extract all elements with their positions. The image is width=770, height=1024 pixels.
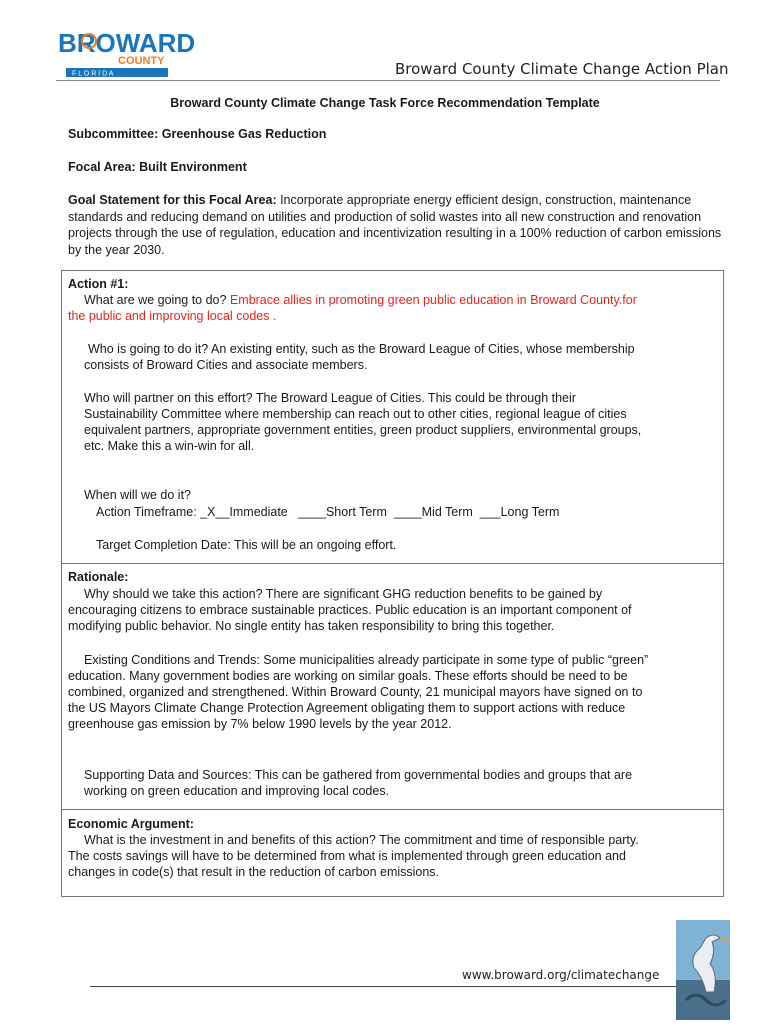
focal-area: Focal Area: Built Environment bbox=[68, 160, 247, 174]
action-who-2: consists of Broward Cities and associate members. bbox=[84, 358, 368, 372]
rationale-existing-5: greenhouse gas emission by 7% below 1990 levels by the year 2012. bbox=[68, 717, 452, 731]
subcommittee: Subcommittee: Greenhouse Gas Reduction bbox=[68, 127, 327, 141]
logo-wordmark: BROWARD bbox=[58, 28, 196, 58]
header-title: Broward County Climate Change Action Plan bbox=[395, 60, 729, 78]
row-divider-2 bbox=[62, 809, 723, 810]
rationale-supporting-1: Supporting Data and Sources: This can be gathered from governmental bodies and groups that are bbox=[84, 768, 633, 782]
rationale-supporting-2: working on green education and improving local codes. bbox=[84, 784, 390, 798]
action-target-date: Target Completion Date: This will be an ongoing effort. bbox=[96, 538, 397, 552]
row-divider-1 bbox=[62, 563, 723, 564]
economic-heading: Economic Argument: bbox=[68, 817, 194, 831]
action-partner-3: equivalent partners, appropriate government entities, green product suppliers, environmental groups, bbox=[84, 423, 642, 437]
goal-text: Incorporate appropriate energy efficient design, construction, maintenance standards and reducing demand on utilities and production of solid wastes into all new construction and renovation projects through the use of regulation, education and incentivization resulting in a 100% reduction of carbon emissions by the year 2030. bbox=[68, 193, 722, 257]
action-what-answer-2: the public and improving local codes . bbox=[68, 309, 277, 323]
document-title: Broward County Climate Change Task Force Recommendation Template bbox=[170, 96, 600, 110]
economic-line-2: The costs savings will have to be determined from what is implemented through green education and bbox=[68, 849, 626, 863]
logo-florida: F L O R I D A bbox=[72, 70, 114, 78]
recommendation-table bbox=[61, 270, 724, 897]
logo-county: COUNTY bbox=[118, 55, 165, 67]
rationale-existing-4: the US Mayors Climate Change Protection Agreement obligating them to support actions with reduce bbox=[68, 701, 626, 715]
rationale-why-2: encouraging citizens to embrace sustainable practices. Public education is an important component of bbox=[68, 603, 632, 617]
action-who-1: Who is going to do it? An existing entity, such as the Broward League of Cities, whose membership bbox=[88, 342, 635, 356]
rationale-why-3: modifying public behavior. No single entity has taken responsibility to bring this together. bbox=[68, 619, 555, 633]
rationale-existing-2: education. Many government bodies are working on similar goals. These efforts should be need to be bbox=[68, 669, 628, 683]
economic-line-1: What is the investment in and benefits of this action? The commitment and time of responsible party. bbox=[84, 833, 639, 847]
goal-statement bbox=[68, 192, 728, 258]
broward-county-logo bbox=[56, 26, 196, 78]
action-what-answer: Embrace allies in promoting green public education in Broward County.for bbox=[229, 293, 637, 307]
action-what bbox=[84, 292, 637, 309]
rationale-existing-1: Existing Conditions and Trends: Some municipalities already participate in some type of public “green” bbox=[84, 653, 649, 667]
action-partner-1: Who will partner on this effort? The Broward League of Cities. This could be through their bbox=[84, 391, 576, 405]
rationale-existing-3: combined, organized and strengthened. Within Broward County, 21 municipal mayors have signed on to bbox=[68, 685, 643, 699]
action-what-question: What are we going to do? bbox=[84, 293, 230, 307]
heron-image-icon bbox=[676, 920, 730, 1020]
footer-url: www.broward.org/climatechange bbox=[462, 968, 660, 982]
economic-line-3: changes in code(s) that result in the reduction of carbon emissions. bbox=[68, 865, 440, 879]
goal-label: Goal Statement for this Focal Area: bbox=[68, 193, 277, 207]
action-timeframe: Action Timeframe: _X__Immediate ____Short Term ____Mid Term ___Long Term bbox=[96, 505, 560, 519]
action-when: When will we do it? bbox=[84, 488, 191, 502]
rationale-why-1: Why should we take this action? There are significant GHG reduction benefits to be gained by bbox=[84, 587, 603, 601]
header-divider bbox=[56, 80, 720, 81]
footer-divider bbox=[90, 986, 730, 987]
action-heading: Action #1: bbox=[68, 277, 129, 291]
action-partner-2: Sustainability Committee where membership can reach out to other cities, regional league of cities bbox=[84, 407, 627, 421]
action-partner-4: etc. Make this a win-win for all. bbox=[84, 439, 255, 453]
rationale-heading: Rationale: bbox=[68, 570, 129, 584]
